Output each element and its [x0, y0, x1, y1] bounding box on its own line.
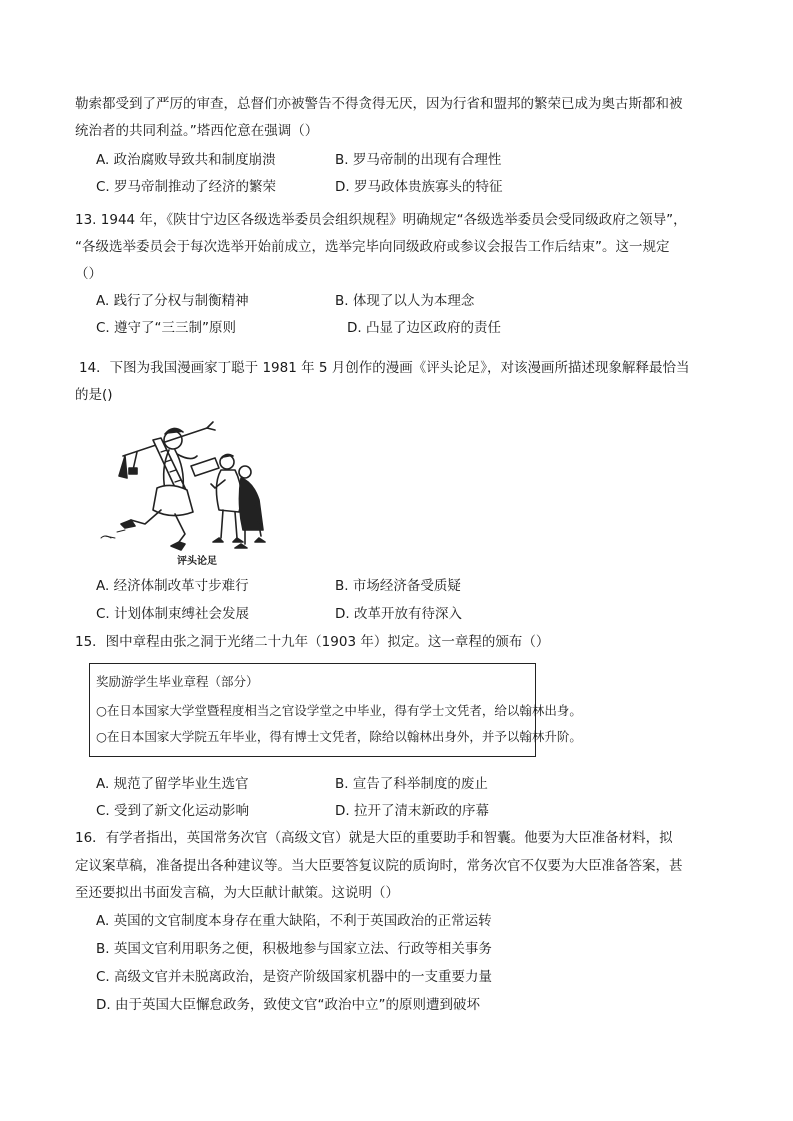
q12-stem-line1: 勒索都受到了严厉的审查，总督们亦被警告不得贪得无厌，因为行省和盟邦的繁荣已成为奥古斯都和被 [75, 96, 683, 112]
q13-option-d[interactable]: D. 凸显了边区政府的责任 [347, 320, 501, 336]
q15-option-a[interactable]: A. 规范了留学毕业生选官 [96, 776, 249, 792]
q13-option-c[interactable]: C. 遵守了“三三制”原则 [96, 320, 236, 336]
charter-excerpt-box [89, 663, 582, 757]
charter-clause-1: ○在日本国家大学堂暨程度相当之官设学堂之中毕业，得有学士文凭者，给以翰林出身。 [96, 703, 582, 718]
q12-option-a[interactable]: A. 政治腐败导致共和制度崩溃 [96, 152, 276, 168]
charter-title: 奖励游学生毕业章程（部分） [96, 674, 259, 689]
q13-stem-line1: 13. 1944 年，《陕甘宁边区各级选举委员会组织规程》明确规定“各级选举委员会受同级政府之领导”， [75, 212, 687, 228]
q12-option-c[interactable]: C. 罗马帝制推动了经济的繁荣 [96, 179, 277, 195]
q12-option-d[interactable]: D. 罗马政体贵族寡头的特征 [335, 179, 503, 195]
cartoon-drawing-icon [95, 418, 280, 568]
q14-option-c[interactable]: C. 计划体制束缚社会发展 [96, 606, 250, 622]
q14-option-b[interactable]: B. 市场经济备受质疑 [335, 578, 461, 594]
q16-option-c[interactable]: C. 高级文官并未脱离政治，是资产阶级国家机器中的一支重要力量 [96, 969, 493, 985]
q13-stem-line3: （） [75, 266, 102, 282]
q12-stem-line2: 统治者的共同利益。”塔西佗意在强调（） [75, 123, 319, 139]
q13-option-b[interactable]: B. 体现了以人为本理念 [335, 293, 475, 309]
charter-clause-2: ○在日本国家大学院五年毕业，得有博士文凭者，除给以翰林出身外，并予以翰林升阶。 [96, 729, 582, 744]
q13-stem-line2: “各级选举委员会于每次选举开始前成立，选举完毕向同级政府或参议会报告工作后结束”。这一规定 [75, 239, 670, 255]
cartoon-image [95, 418, 280, 568]
q16-stem-line1: 16．有学者指出，英国常务次官（高级文官）就是大臣的重要助手和智囊。他要为大臣准备材料，拟 [75, 830, 673, 846]
q14-option-a[interactable]: A. 经济体制改革寸步难行 [96, 578, 249, 594]
q16-option-d[interactable]: D. 由于英国大臣懈怠政务，致使文官“政治中立”的原则遭到破坏 [96, 997, 480, 1013]
q16-option-a[interactable]: A. 英国的文官制度本身存在重大缺陷，不利于英国政治的正常运转 [96, 913, 492, 929]
q16-stem-line3: 至还要拟出书面发言稿，为大臣献计献策。这说明（） [75, 885, 399, 901]
q14-stem-line2: 的是() [75, 387, 113, 403]
q16-option-b[interactable]: B. 英国文官利用职务之便，积极地参与国家立法、行政等相关事务 [96, 941, 492, 957]
cartoon-caption: 评头论足 [177, 556, 217, 567]
q15-stem-line1: 15．图中章程由张之洞于光绪二十九年（1903 年）拟定。这一章程的颁布（） [75, 634, 550, 650]
q12-option-b[interactable]: B. 罗马帝制的出现有合理性 [335, 152, 502, 168]
q13-option-a[interactable]: A. 践行了分权与制衡精神 [96, 293, 249, 309]
q15-option-b[interactable]: B. 宣告了科举制度的废止 [335, 776, 488, 792]
q14-stem-line1: 14．下图为我国漫画家丁聪于 1981 年 5 月创作的漫画《评头论足》，对该漫画所描述现象解释最恰当 [79, 360, 690, 376]
q15-option-d[interactable]: D. 拉开了清末新政的序幕 [335, 803, 489, 819]
q15-option-c[interactable]: C. 受到了新文化运动影响 [96, 803, 250, 819]
q16-stem-line2: 定议案草稿，准备提出各种建议等。当大臣要答复议院的质询时，常务次官不仅要为大臣准备答案，甚 [75, 858, 683, 874]
q14-option-d[interactable]: D. 改革开放有待深入 [335, 606, 462, 622]
